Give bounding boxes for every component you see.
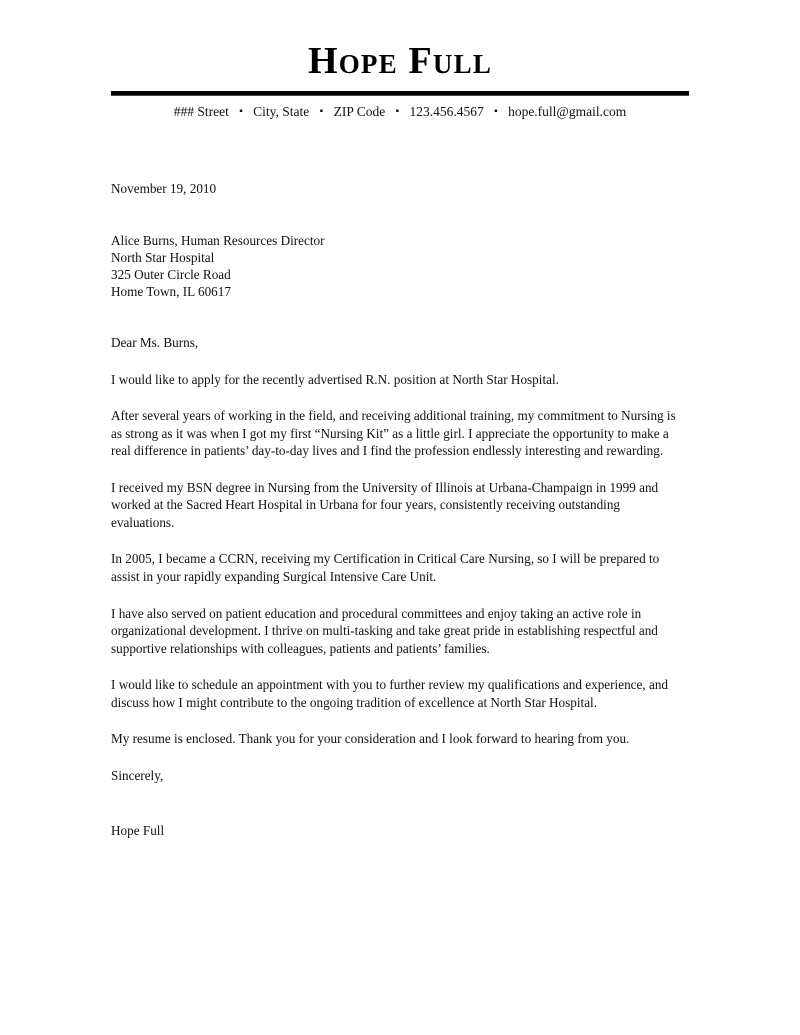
contact-phone: 123.456.4567 [409, 103, 484, 119]
contact-separator-icon: ▪ [319, 106, 324, 118]
letterhead [0, 0, 800, 121]
letter-paragraph: In 2005, I became a CCRN, receiving my Certification in Critical Care Nursing, so I will be prepared to assist in your rapidly expanding Surgical Intensive Care Unit. [111, 551, 660, 584]
contact-zip: ZIP Code [333, 103, 386, 119]
letter-paragraph: I would like to schedule an appointment with you to further review my qualifications and experience, and discuss how I might contribute to the ongoing tradition of excellence at North Star Hospital. [111, 677, 669, 710]
letter-date: November 19, 2010 [111, 181, 217, 197]
recipient-organization: North Star Hospital [111, 249, 215, 265]
contact-separator-icon: ▪ [239, 106, 243, 118]
letterhead-contact-line [0, 103, 800, 121]
recipient-name-title: Alice Burns, Human Resources Director [111, 232, 325, 248]
recipient-address-block [111, 232, 685, 301]
recipient-street: 325 Outer Circle Road [111, 266, 231, 282]
letterhead-divider [111, 91, 689, 96]
contact-city-state: City, State [253, 103, 310, 119]
letter-salutation: Dear Ms. Burns, [111, 335, 199, 351]
letter-body [111, 180, 685, 840]
letter-paragraph: I would like to apply for the recently advertised R.N. position at North Star Hospital. [111, 371, 559, 387]
letter-paragraphs [111, 352, 685, 748]
contact-email: hope.full@gmail.com [508, 103, 627, 119]
contact-separator-icon: ▪ [494, 106, 498, 118]
letter-paragraph: I received my BSN degree in Nursing from the University of Illinois at Urbana-Champaign in 1999 and worked at the Sacred Heart Hospital in Urbana for four years, consistently receiving outstanding evaluations. [111, 479, 659, 530]
contact-street: ### Street [173, 103, 229, 119]
letterhead-name: Hope Full [307, 40, 493, 82]
letter-signature-name: Hope Full [111, 823, 165, 839]
contact-separator-icon: ▪ [395, 106, 400, 118]
letter-paragraph: After several years of working in the field, and receiving additional training, my commitment to Nursing is as strong as it was when I got my first “Nursing Kit” as a little girl. I appreciate the opportunity to make a real difference in patients’ day-to-day lives and I find the profession endlessly interesting and rewarding. [111, 408, 676, 459]
recipient-city-state-zip: Home Town, IL 60617 [111, 284, 231, 299]
letter-paragraph: My resume is enclosed. Thank you for your consideration and I look forward to hearing from you. [111, 731, 630, 747]
letter-closing: Sincerely, [111, 767, 164, 783]
letter-paragraph: I have also served on patient education and procedural committees and enjoy taking an active role in organizational development. I thrive on multi-tasking and take great pride in establishing respectful and supportive relationships with colleagues, patients and patients’ families. [111, 605, 658, 656]
